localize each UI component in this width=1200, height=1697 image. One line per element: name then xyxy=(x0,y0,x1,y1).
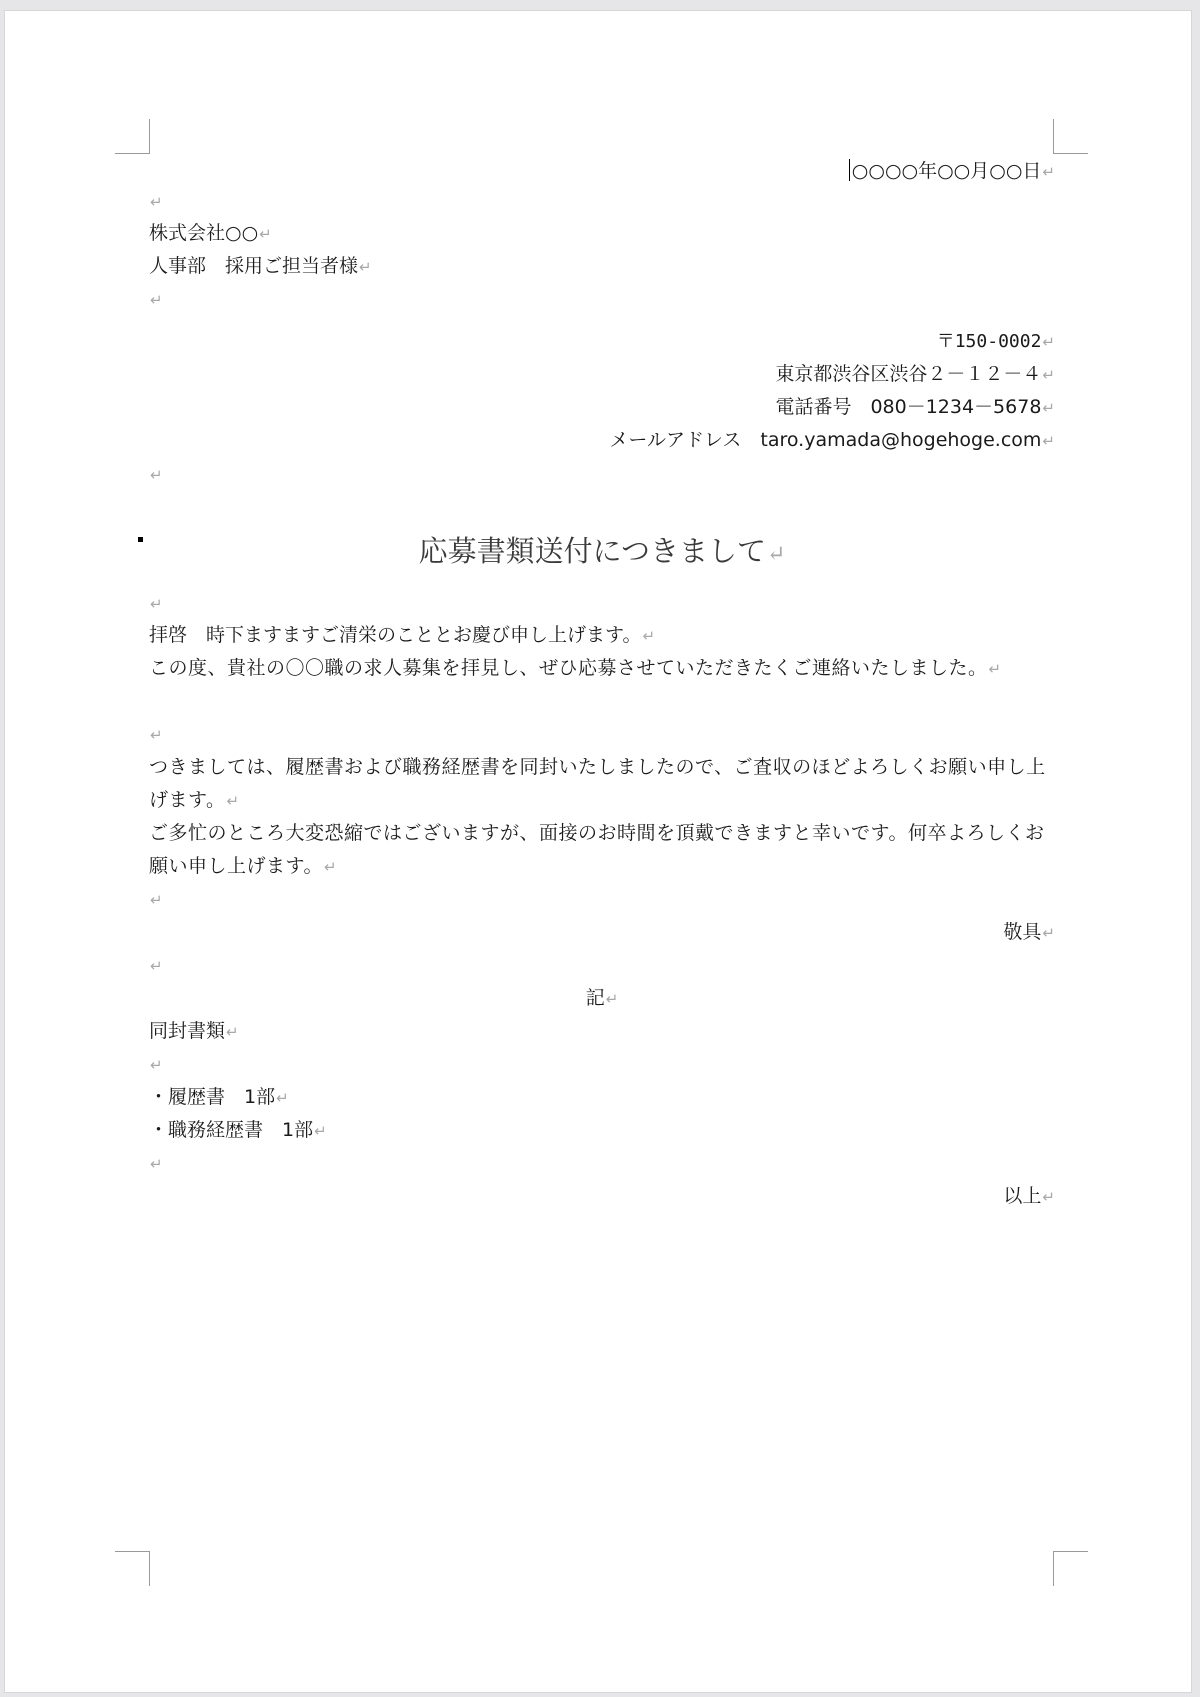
paragraph-mark-icon: ↵ xyxy=(1042,399,1055,417)
paragraph-mark-icon: ↵ xyxy=(323,858,338,876)
paragraph-mark-icon: ↵ xyxy=(276,1089,289,1107)
paragraph-mark-icon: ↵ xyxy=(150,1056,163,1074)
paragraph-mark-icon: ↵ xyxy=(150,1155,163,1173)
paragraph-mark-icon: ↵ xyxy=(1042,366,1055,384)
recipient-company-line[interactable] xyxy=(149,217,1055,250)
empty-paragraph[interactable] xyxy=(149,1048,1055,1081)
paragraph-mark-icon: ↵ xyxy=(642,627,656,645)
empty-paragraph[interactable] xyxy=(149,458,1055,491)
body-text-3: ご多忙のところ大変恐縮ではございますが、面接のお時間を頂戴できますと幸いです。何卒よろしくお願い申し上げます。 xyxy=(149,822,1045,877)
paragraph-mark-icon: ↵ xyxy=(766,542,786,567)
enclosure-item[interactable] xyxy=(149,1114,1055,1147)
ki: 記 xyxy=(585,987,605,1009)
paragraph-mark-icon: ↵ xyxy=(1042,924,1055,942)
paragraph-mark-icon: ↵ xyxy=(150,193,163,211)
paragraph-mark-icon: ↵ xyxy=(1042,432,1055,450)
empty-paragraph[interactable] xyxy=(149,718,1055,751)
end-marker: 以上 xyxy=(1003,1185,1042,1207)
paragraph-mark-icon: ↵ xyxy=(259,225,272,243)
sender-phone-line[interactable] xyxy=(149,391,1055,424)
recipient-dept: 人事部 採用ご担当者様 xyxy=(149,255,359,277)
text-cursor xyxy=(849,159,850,181)
paragraph-mark-icon: ↵ xyxy=(150,595,163,613)
closing-line[interactable] xyxy=(149,916,1055,949)
enclosure-heading-line[interactable] xyxy=(149,1015,1055,1048)
paragraph-mark-icon: ↵ xyxy=(1042,1188,1055,1206)
recipient-company: 株式会社○○ xyxy=(149,222,259,244)
paragraph-mark-icon: ↵ xyxy=(605,990,619,1008)
greeting-line[interactable] xyxy=(149,619,1055,652)
sender-address: 東京都渋谷区渋谷２－１２－４ xyxy=(775,363,1042,385)
paragraph-mark-icon: ↵ xyxy=(314,1122,327,1140)
recipient-dept-line[interactable] xyxy=(149,250,1055,283)
sender-postal: 〒150-0002 xyxy=(936,331,1042,352)
body-paragraph-1[interactable] xyxy=(149,652,1054,686)
body-paragraph-2[interactable] xyxy=(149,751,1054,818)
paragraph-mark-icon: ↵ xyxy=(226,1023,239,1041)
paragraph-mark-icon: ↵ xyxy=(988,660,1002,678)
end-line[interactable] xyxy=(149,1180,1055,1213)
sender-email-line[interactable] xyxy=(149,424,1055,457)
empty-paragraph[interactable] xyxy=(149,883,1055,916)
margin-crop-mark-bottom-left xyxy=(115,1551,150,1586)
paragraph-mark-icon: ↵ xyxy=(150,957,163,975)
document-page[interactable] xyxy=(4,10,1192,1693)
empty-paragraph[interactable] xyxy=(149,1147,1055,1180)
sender-address-line[interactable] xyxy=(149,358,1055,391)
paragraph-mark-icon: ↵ xyxy=(150,466,163,484)
paragraph-mark-icon: ↵ xyxy=(1042,333,1055,351)
paragraph-mark-icon: ↵ xyxy=(359,258,372,276)
document-title-line[interactable] xyxy=(149,529,1055,577)
enclosure-heading: 同封書類 xyxy=(149,1020,226,1042)
greeting: 拝啓 時下ますますご清栄のこととお慶び申し上げます。 xyxy=(149,624,642,646)
paragraph-mark-icon: ↵ xyxy=(150,291,163,309)
enclosure-item-text: ・履歴書 1部 xyxy=(149,1086,276,1108)
paragraph-mark-icon: ↵ xyxy=(150,726,163,744)
sender-postal-line[interactable] xyxy=(149,325,1055,358)
empty-paragraph[interactable] xyxy=(149,185,1055,218)
closing: 敬具 xyxy=(1003,921,1042,943)
paragraph-mark-icon: ↵ xyxy=(1042,163,1055,181)
paragraph-mark-icon: ↵ xyxy=(226,792,240,810)
body-text-1: この度、貴社の〇〇職の求人募集を拝見し、ぜひ応募させていただきたくご連絡いたしました。 xyxy=(149,657,988,679)
body-text-2: つきましては、履歴書および職務経歴書を同封いたしましたので、ご査収のほどよろしくお願い申し上げます。 xyxy=(149,756,1046,811)
ki-line[interactable] xyxy=(149,982,1055,1015)
enclosure-item[interactable] xyxy=(149,1081,1055,1114)
margin-crop-mark-top-right xyxy=(1053,119,1088,154)
date-line[interactable] xyxy=(149,155,1055,188)
document-title: 応募書類送付につきまして xyxy=(418,534,766,568)
anchor-marker-icon xyxy=(138,537,143,542)
margin-crop-mark-top-left xyxy=(115,119,150,154)
sender-email: メールアドレス taro.yamada@hogehoge.com xyxy=(609,429,1042,451)
date-text: ○○○○年○○月○○日 xyxy=(851,160,1042,182)
enclosure-item-text: ・職務経歴書 1部 xyxy=(149,1119,314,1141)
body-paragraph-3[interactable] xyxy=(149,817,1054,884)
margin-crop-mark-bottom-right xyxy=(1053,1551,1088,1586)
empty-paragraph[interactable] xyxy=(149,283,1055,316)
sender-phone: 電話番号 080－1234－5678 xyxy=(775,396,1042,418)
empty-paragraph[interactable] xyxy=(149,587,1055,620)
paragraph-mark-icon: ↵ xyxy=(150,891,163,909)
empty-paragraph[interactable] xyxy=(149,949,1055,982)
